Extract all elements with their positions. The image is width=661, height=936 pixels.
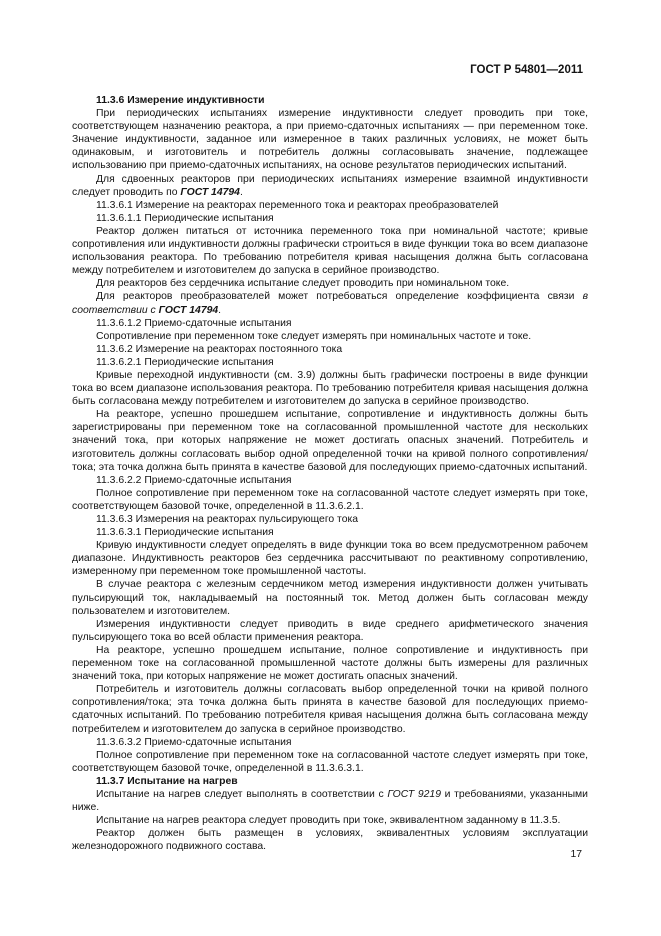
paragraph: Реактор должен быть размещен в условиях, эквивалентных условиям эксплуатации железнодорожного подвижного состава. — [72, 828, 588, 853]
section-heading-11-3-6: 11.3.6 Измерение индуктивности — [96, 95, 265, 106]
subsection-heading: 11.3.6.3.2 Приемо-сдаточные испытания — [96, 736, 292, 748]
subsection-heading: 11.3.6.2 Измерение на реакторах постоянного тока — [96, 343, 343, 355]
paragraph: При периодических испытаниях измерение индуктивности следует проводить при токе, соответствующем назначению реактора, а при приемо-сдаточных испытаниях — при переменном токе. Значение индуктивности, заданное или измеренное в таких различных условиях, не может быть одинаковым, и изготовитель и потребитель должны согласовывать значение, подлежащее использованию при приемо-сдаточных испытаниях, на основе результатов периодических испытаний. — [72, 108, 588, 172]
subsection-heading: 11.3.6.3.1 Периодические испытания — [96, 527, 274, 539]
paragraph: Для реакторов без сердечника испытание следует проводить при номинальном токе. — [96, 278, 510, 290]
subsection-heading: 11.3.6.1.2 Приемо-сдаточные испытания — [96, 317, 292, 329]
paragraph: Полное сопротивление при переменном токе на согласованной частоте следует измерять при токе, соответствующем базовой точке, определенной в 11.3.6.3.1. — [72, 749, 588, 774]
subsection-heading: 11.3.6.2.2 Приемо-сдаточные испытания — [96, 474, 292, 486]
reference-prefix: в соответствии с — [72, 291, 588, 316]
paragraph-text: Для сдвоенных реакторов при периодических испытаниях измерение взаимной индуктивности следует проводить по — [72, 173, 588, 198]
subsection-heading: 11.3.6.3 Измерения на реакторах пульсирующего тока — [96, 514, 359, 525]
paragraph: Измерения индуктивности следует приводить в виде среднего арифметического значения пульсирующего тока во всей области применения реактора. — [72, 618, 588, 643]
section-heading-11-3-7: 11.3.7 Испытание на нагрев — [96, 775, 238, 787]
paragraph: Кривые переходной индуктивности (см. 3.9) должны быть графически построены в виде функции тока во всем диапазоне использования реактора. По требованию потребителя кривая насыщения должна быть согласована между потребителем и изготовителем до запуска в серийное производство. — [72, 369, 588, 408]
standard-reference: ГОСТ 14794 — [180, 186, 240, 198]
paragraph-text: Испытание на нагрев следует выполнять в соответствии с — [96, 788, 388, 800]
page-number: 17 — [570, 849, 582, 860]
paragraph-text: Для реакторов преобразователей может потребоваться определение коэффициента связи — [96, 291, 583, 303]
paragraph-text-end: и требованиями, указанными ниже. — [72, 788, 588, 814]
paragraph: В случае реактора с железным сердечником метод измерения индуктивности должен учитывать пульсирующий ток, накладываемый на постоянный ток. Метод должен быть согласован между пользователем и изготовителем. — [72, 579, 588, 617]
paragraph: Сопротивление при переменном токе следует измерять при номинальных частоте и токе. — [96, 330, 532, 342]
paragraph: На реакторе, успешно прошедшем испытание, полное сопротивление и индуктивность при переменном токе на согласованной промышленной частоте должны быть измерены для различных значений тока, при которых напряжение не может достигать опасных значений. — [72, 644, 588, 683]
paragraph-heating-test — [72, 788, 588, 814]
paragraph: Потребитель и изготовитель должны согласовать выбор определенной точки на кривой полного сопротивления/тока; эта точка должна быть принята в качестве базовой для последующих приемо-сдаточных испытаний. По требованию потребителя кривая насыщения должна быть согласована между потребителем и изготовителем до запуска в серийное производство. — [72, 684, 588, 735]
document-id-header: ГОСТ Р 54801—2011 — [470, 64, 583, 76]
paragraph-coupling — [72, 290, 588, 316]
standard-reference: ГОСТ 9219 — [387, 788, 441, 800]
paragraph: Кривую индуктивности следует определять в виде функции тока во всем предусмотренном рабочем диапазоне. Индуктивность реакторов без сердечника рассчитывают по реактивному сопротивлению, измеренному при переменном токе промышленной частоты. — [72, 540, 588, 578]
document-body — [72, 94, 588, 853]
paragraph-text-end: . — [239, 186, 243, 198]
paragraph: Реактор должен питаться от источника переменного тока при номинальной частоте; кривые сопротивления или индуктивности должны графически строиться в виде функции тока во всем диапазоне использования реактора. По требованию потребителя кривая насыщения должна быть согласована между потребителем и изготовителем до запуска в серийное производство. — [72, 225, 588, 277]
paragraph: На реакторе, успешно прошедшем испытание, сопротивление и индуктивность должны быть зарегистрированы при переменном токе на согласованной промышленной частоте для нескольких значений тока, при которых напряжение не может достигать опасных значений. Потребитель и изготовитель должны согласовать выбор одной определенной точки на кривой полного сопротивления/тока; эта точка должна быть принята в качестве базовой для последующих приемо-сдаточных испытаний. — [72, 409, 588, 473]
subsection-heading: 11.3.6.1.1 Периодические испытания — [96, 212, 274, 224]
paragraph: Полное сопротивление при переменном токе на согласованной частоте следует измерять при токе, соответствующем базовой точке, определенной в 11.3.6.2.1. — [72, 487, 588, 512]
paragraph: Испытание на нагрев реактора следует проводить при токе, эквивалентном заданному в 11.3.5. — [96, 815, 561, 827]
standard-reference: ГОСТ 14794 — [158, 304, 219, 316]
subsection-heading: 11.3.6.2.1 Периодические испытания — [96, 356, 274, 368]
subsection-heading: 11.3.6.1 Измерение на реакторах переменного тока и реакторах преобразователей — [96, 199, 499, 211]
paragraph-text-end: . — [218, 304, 222, 316]
paragraph-twin-reactors — [72, 173, 588, 199]
